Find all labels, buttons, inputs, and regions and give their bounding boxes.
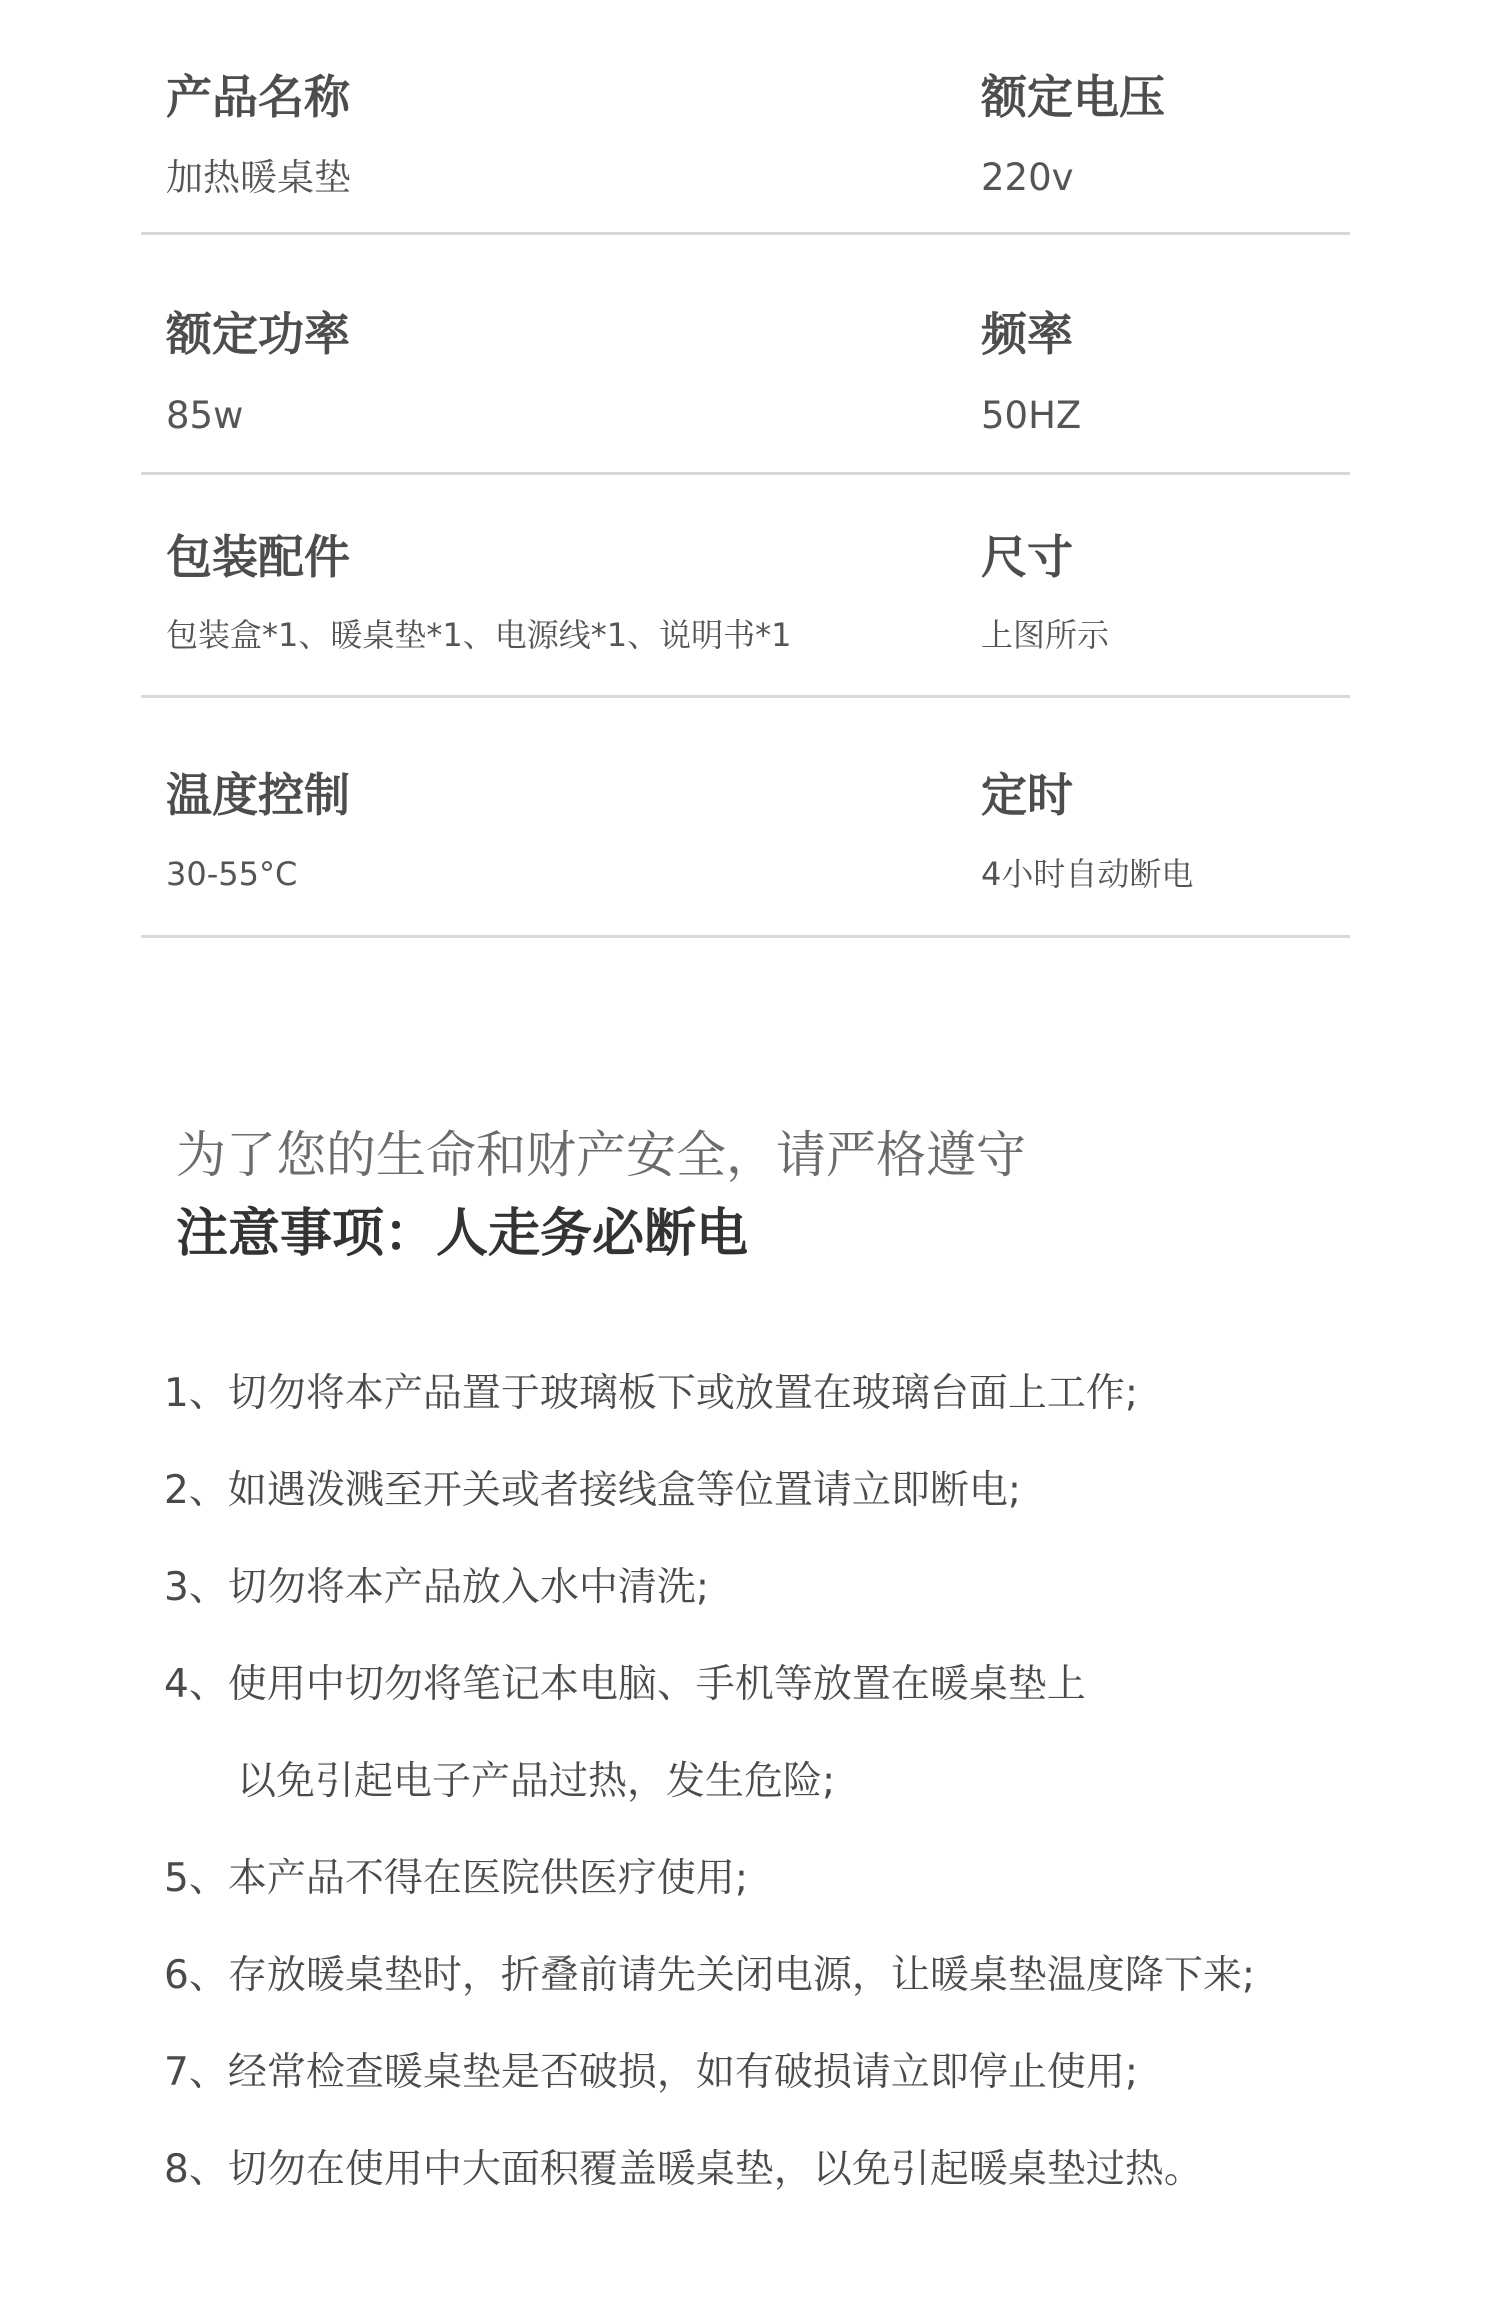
list-item: 3、切勿将本产品放入水中清洗; [164,1565,709,1610]
spec-value: 4小时自动断电 [981,855,1194,893]
list-item: 4、使用中切勿将笔记本电脑、手机等放置在暖桌垫上 [164,1662,1086,1707]
list-item: 7、经常检查暖桌垫是否破损，如有破损请立即停止使用; [164,2050,1138,2095]
spec-row-accessories-size [141,475,1350,698]
list-item: 1、切勿将本产品置于玻璃板下或放置在玻璃台面上工作; [164,1371,1138,1416]
spec-label: 温度控制 [166,768,350,822]
spec-value: 30-55°C [166,855,298,893]
safety-notice [176,1126,1376,1264]
spec-label: 包装配件 [166,530,350,584]
spec-row-power-frequency [141,235,1350,475]
precautions-list [164,1371,1394,2247]
spec-label: 尺寸 [981,530,1073,584]
spec-value: 包装盒*1、暖桌垫*1、电源线*1、说明书*1 [166,616,792,654]
spec-label: 产品名称 [166,70,350,124]
spec-row-name-voltage [141,0,1350,235]
spec-label: 定时 [981,768,1073,822]
list-item: 5、本产品不得在医院供医疗使用; [164,1856,748,1901]
notice-title: 注意事项：人走务必断电 [176,1204,749,1264]
spec-row-temperature-timer [141,698,1350,938]
list-item: 6、存放暖桌垫时，折叠前请先关闭电源，让暖桌垫温度降下来; [164,1953,1255,1998]
notice-lead: 为了您的生命和财产安全，请严格遵守 [176,1126,1026,1184]
list-item-continuation: 以免引起电子产品过热，发生危险; [237,1759,836,1804]
spec-value: 85w [166,394,244,437]
spec-value: 50HZ [981,394,1082,437]
spec-label: 额定电压 [981,70,1165,124]
list-item: 8、切勿在使用中大面积覆盖暖桌垫，以免引起暖桌垫过热。 [164,2147,1203,2192]
spec-label: 额定功率 [166,307,350,361]
spec-value: 220v [981,156,1074,199]
list-item: 2、如遇泼溅至开关或者接线盒等位置请立即断电; [164,1468,1021,1513]
spec-value: 上图所示 [981,616,1110,654]
spec-label: 频率 [981,307,1073,361]
spec-table [141,0,1350,938]
spec-value: 加热暖桌垫 [166,156,351,199]
